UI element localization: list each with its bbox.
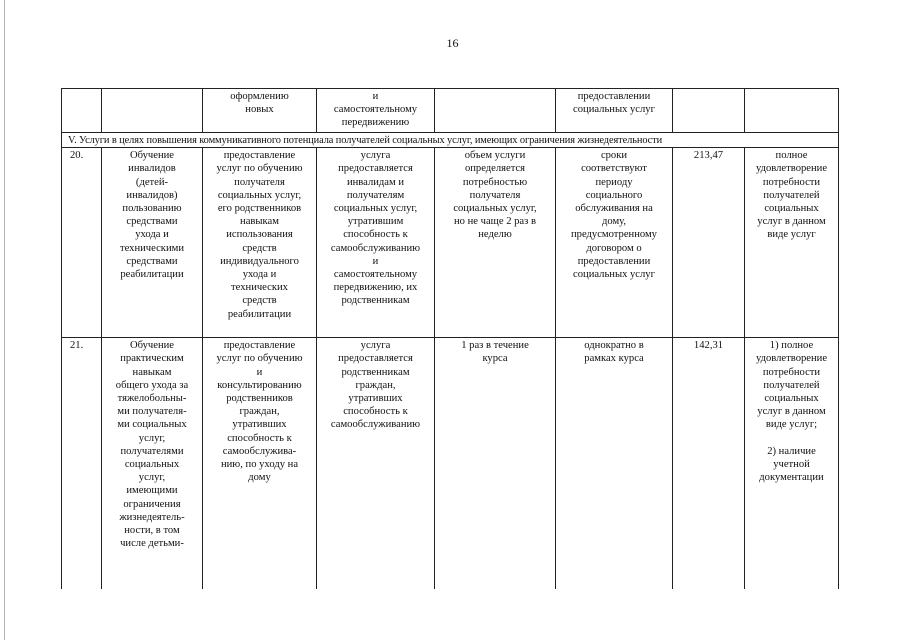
text-line: социальных услуг [573, 269, 655, 281]
text-line: однократно в [584, 340, 644, 352]
text-line: родственникам [341, 366, 410, 378]
cell-volume [435, 89, 556, 133]
text-line: дому, [601, 216, 627, 228]
text-line: тяжелобольны- [117, 393, 187, 405]
text-line: инвалидов [128, 163, 176, 175]
text-line: предоставление [223, 150, 296, 162]
text-line: предусмотренному [571, 229, 657, 241]
text-line: Обучение [129, 150, 174, 162]
text-line: (детей- [135, 176, 169, 188]
text-line: рамках курса [584, 353, 644, 365]
text-line: консультированию [217, 379, 302, 391]
text-line: и [372, 91, 379, 102]
text-line: 1) полное [769, 340, 814, 352]
text-line: социальных услуг, [217, 189, 302, 201]
service-volume [435, 338, 556, 590]
service-price: 213,47 [673, 148, 745, 338]
text-line: получателей [763, 379, 820, 391]
service-name [102, 148, 203, 338]
cell-standard [317, 89, 435, 133]
text-line: сроки [600, 150, 628, 162]
text-line: определяется [464, 163, 526, 175]
text-line: услуг по обучению [216, 353, 303, 365]
cell-terms [556, 89, 673, 133]
text-line: дому [248, 472, 271, 484]
text-line: получателям [346, 189, 405, 201]
text-line: средств [242, 295, 277, 307]
text-line: общего ухода за [115, 379, 189, 391]
text-line: социальных услуг [573, 104, 655, 116]
text-line: предоставление [223, 340, 296, 352]
service-description [203, 338, 317, 590]
text-line: потребности [762, 366, 821, 378]
row-number: 20. [62, 148, 102, 338]
service-volume [435, 148, 556, 338]
text-line: ограничения [123, 498, 181, 510]
text-line: способность к [343, 406, 408, 418]
table-row [62, 148, 839, 338]
text-line: самообслужива- [222, 445, 297, 457]
evaluation-item-1 [747, 339, 836, 431]
text-line: граждан, [239, 406, 280, 418]
text-line: удовлетворение [755, 163, 828, 175]
text-line: средствами [126, 255, 178, 267]
text-line: услуга [360, 340, 391, 352]
text-line: получателей [763, 189, 820, 201]
text-line: предоставлении [577, 91, 651, 102]
text-line: способность к [227, 432, 292, 444]
text-line: потребностью [462, 176, 528, 188]
text-line: самообслуживанию [330, 419, 421, 431]
text-line: получателя [469, 189, 521, 201]
cell-name [102, 89, 203, 133]
text-line: получателями [120, 445, 184, 457]
text-line: утративших [232, 419, 287, 431]
text-line: получателя [234, 176, 285, 188]
text-line: неделю [478, 229, 512, 241]
cell-evaluation [745, 89, 839, 133]
text-line: пользованию [122, 203, 182, 215]
text-line: удовлетворение [755, 353, 828, 365]
cell-price [673, 89, 745, 133]
text-line: самообслуживанию [330, 242, 421, 254]
text-line: передвижению [341, 117, 410, 129]
text-line: числе детьми- [120, 538, 184, 550]
text-line: услуг, [138, 432, 166, 444]
text-line: договором о [586, 242, 642, 254]
text-line: инвалидам и [346, 176, 405, 188]
text-line: новых [245, 104, 274, 116]
text-line: соответствуют [581, 163, 647, 175]
text-line: и [372, 255, 379, 267]
service-description [203, 148, 317, 338]
text-line: курса [482, 353, 508, 365]
section-row [62, 133, 839, 148]
table-row [62, 338, 839, 590]
service-terms [556, 148, 673, 338]
text-line: социального [585, 189, 643, 201]
text-line: средств [242, 242, 277, 254]
text-line: родственников [226, 393, 293, 405]
text-line: инвалидов) [126, 189, 178, 201]
text-line: способность к [343, 229, 408, 241]
service-price: 142,31 [673, 338, 745, 590]
text-line: ми социальных [117, 419, 187, 431]
text-line: 1 раз в течение [461, 340, 529, 352]
text-line: имеющими [126, 485, 178, 497]
text-line: услуг в данном [757, 216, 826, 228]
text-line: передвижению, их [333, 282, 418, 294]
text-line: самостоятельному [333, 269, 418, 281]
text-line: самостоятельному [333, 104, 418, 116]
text-line: услуг, [138, 472, 166, 484]
text-line: услуга [360, 150, 391, 162]
text-line: утративших [348, 393, 403, 405]
text-line: 2) наличие [767, 445, 816, 457]
service-standard [317, 338, 435, 590]
text-line: и [256, 366, 263, 378]
text-line: ности, в том [124, 525, 180, 537]
text-line: виде услуг; [765, 419, 818, 431]
text-line: его родственников [217, 203, 302, 215]
text-line: потребности [762, 176, 821, 188]
cell-description [203, 89, 317, 133]
text-line: учетной [773, 459, 810, 471]
text-line: навыкам [240, 216, 279, 228]
services-table [61, 88, 839, 589]
text-line: использования [226, 229, 293, 241]
text-line: граждан, [355, 379, 396, 391]
text-line: реабилитации [227, 308, 292, 320]
section-title: V. Услуги в целях повышения коммуникативного потенциала получателей социальных услуг, имеющих ограничения жизнедеятельности [62, 133, 839, 148]
text-line: социальных услуг, [453, 203, 537, 215]
row-number: 21. [62, 338, 102, 590]
service-evaluation [745, 148, 839, 338]
text-line: практическим [120, 353, 184, 365]
text-line: предоставляется [338, 163, 413, 175]
text-line: ухода и [135, 229, 169, 241]
text-line: средствами [126, 216, 178, 228]
scan-edge-line [4, 0, 5, 640]
text-line: но не чаще 2 раз в [454, 216, 536, 228]
evaluation-item-2 [747, 445, 836, 485]
text-line: ухода и [242, 269, 277, 281]
text-line: индивидуального [220, 255, 299, 267]
text-line: социальных услуг, [333, 203, 418, 215]
service-terms [556, 338, 673, 590]
text-line: документации [759, 472, 824, 484]
text-line: периоду [595, 176, 633, 188]
text-line: родственникам [341, 295, 410, 307]
continuation-row [62, 89, 839, 133]
text-line: предоставлении [577, 255, 651, 267]
cell-num [62, 89, 102, 133]
text-line: обслуживания на [575, 203, 653, 215]
text-line: утратившим [347, 216, 404, 228]
text-line: объем услуги [464, 150, 526, 162]
text-line: полное [775, 150, 808, 162]
service-standard [317, 148, 435, 338]
text-line: жизнедеятель- [119, 511, 185, 523]
text-line: виде услуг [767, 229, 816, 241]
text-line: Обучение [129, 340, 174, 352]
text-line: услуг в данном [757, 406, 826, 418]
text-line: навыкам [132, 366, 172, 378]
text-line: социальных [764, 203, 819, 215]
page-number: 16 [446, 36, 459, 50]
service-evaluation [745, 338, 839, 590]
text-line: технических [231, 282, 288, 294]
text-line: социальных [764, 393, 819, 405]
text-line: услуг по обучению [216, 163, 303, 175]
text-line: реабилитации [120, 269, 184, 281]
service-name [102, 338, 203, 590]
text-line: техническими [119, 242, 184, 254]
text-line: социальных [124, 459, 180, 471]
text-line: оформлению [230, 91, 289, 102]
text-line: предоставляется [338, 353, 413, 365]
text-line: нию, по уходу на [220, 459, 299, 471]
text-line: ми получателя- [117, 406, 187, 418]
